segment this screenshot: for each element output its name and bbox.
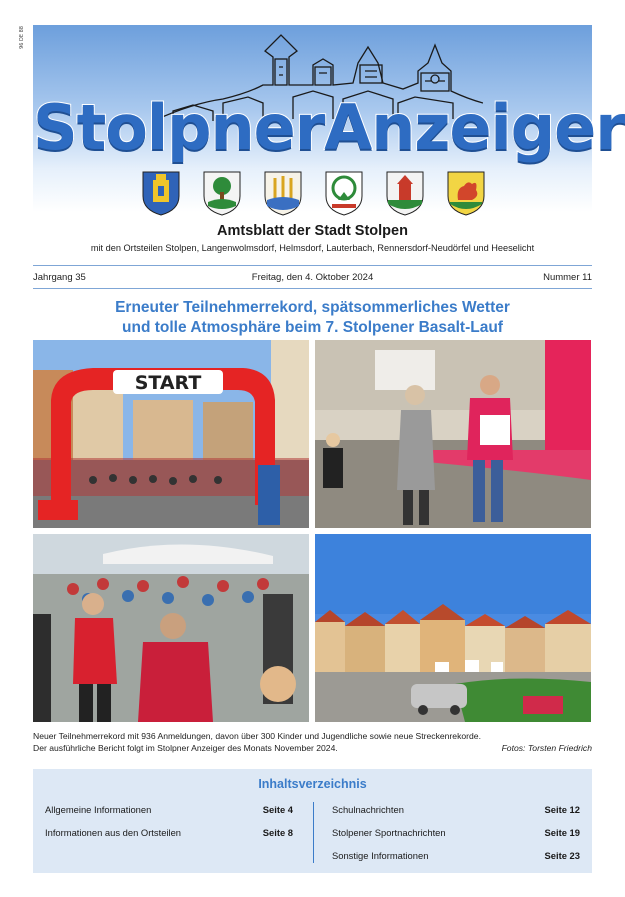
- toc-page-schulnachrichten: Seite 12: [544, 804, 580, 815]
- toc-title: Inhaltsverzeichnis: [258, 777, 367, 791]
- issue-number: Nummer 11: [543, 272, 592, 283]
- issue-bar: [33, 265, 592, 289]
- masthead-subtitle: Amtsblatt der Stadt Stolpen: [217, 223, 408, 239]
- toc-item-sonstige-informationen[interactable]: Sonstige Informationen: [332, 850, 429, 861]
- masthead: [33, 25, 625, 265]
- photo-start-arch: [33, 340, 309, 528]
- coat-of-arms-langenwolmsdorf: [202, 170, 242, 216]
- toc-item-schulnachrichten[interactable]: Schulnachrichten: [332, 804, 404, 815]
- caption-line-2: Der ausführliche Bericht folgt im Stolpner Anzeiger des Monats November 2024.: [33, 742, 338, 753]
- issue-volume: Jahrgang 35: [33, 272, 86, 283]
- issue-date: Freitag, den 4. Oktober 2024: [251, 272, 374, 283]
- toc-page-informationen-ortsteile: Seite 8: [262, 827, 293, 838]
- photo-caption: [33, 731, 592, 754]
- headline-line-1: Erneuter Teilnehmerrekord, spätsommerliches Wetter: [115, 299, 510, 316]
- headline-line-2: und tolle Atmosphäre beim 7. Stolpener Basalt-Lauf: [122, 319, 503, 336]
- coats-of-arms-row: [141, 170, 486, 216]
- toc-page-sonstige-informationen: Seite 23: [544, 850, 580, 861]
- side-code: 96 DE 88: [19, 26, 25, 49]
- toc-page-allgemeine-informationen: Seite 4: [262, 804, 293, 815]
- start-banner-text: START: [134, 372, 202, 394]
- photo-crowd: [33, 534, 309, 722]
- photo-award: [315, 340, 591, 528]
- toc-item-informationen-ortsteile[interactable]: Informationen aus den Ortsteilen: [45, 827, 182, 838]
- caption-line-1: Neuer Teilnehmerrekord mit 936 Anmeldungen, davon über 300 Kinder und Jugendliche sowie neue Streckenrekorde.: [33, 731, 481, 741]
- masthead-title: StolpnerAnzeiger: [33, 91, 625, 164]
- table-of-contents: [33, 769, 592, 873]
- toc-item-sportnachrichten[interactable]: Stolpener Sportnachrichten: [332, 827, 446, 838]
- toc-divider: [313, 802, 314, 863]
- masthead-subline: mit den Ortsteilen Stolpen, Langenwolmsdorf, Helmsdorf, Lauterbach, Rennersdorf-Neudörfel und Heeselicht: [90, 243, 535, 253]
- photo-credit: Fotos: Torsten Friedrich: [501, 742, 592, 753]
- coat-of-arms-rennersdorf-neudoerfel: [385, 170, 425, 216]
- photo-market-square: [315, 534, 591, 722]
- coat-of-arms-heeselicht: [446, 170, 486, 216]
- coat-of-arms-stolpen: [141, 170, 181, 216]
- coat-of-arms-helmsdorf: [263, 170, 303, 216]
- toc-page-sportnachrichten: Seite 19: [544, 827, 580, 838]
- lead-headline: [33, 298, 592, 338]
- coat-of-arms-lauterbach: [324, 170, 364, 216]
- toc-item-allgemeine-informationen[interactable]: Allgemeine Informationen: [45, 804, 152, 815]
